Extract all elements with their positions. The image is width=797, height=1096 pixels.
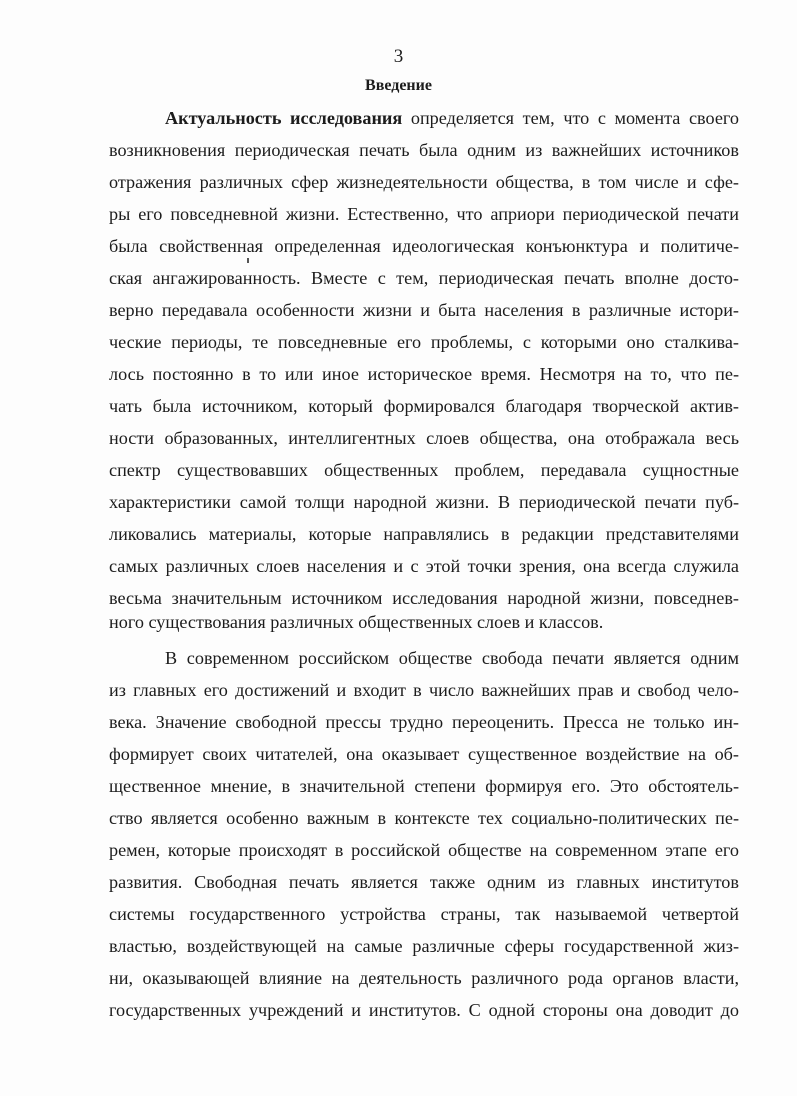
text-line: формирует своих читателей, она оказывает существенное воздействие на об- <box>109 744 739 764</box>
text-line: государственных учреждений и институтов. С одной стороны она доводит до <box>109 1000 739 1020</box>
text-line: была свойственная определенная идеологическая конъюнктура и политиче- <box>109 236 739 256</box>
text-line: развития. Свободная печать является также одним из главных институтов <box>109 872 739 892</box>
text-line: ни, оказывающей влияние на деятельность различного рода органов власти, <box>109 968 739 988</box>
text-line: Актуальность исследования определяется тем, что с момента своего <box>165 108 739 128</box>
bold-lead: Актуальность исследования <box>165 108 403 128</box>
text-line: ности образованных, интеллигентных слоев общества, она отображала весь <box>109 428 739 448</box>
text-line: самых различных слоев населения и с этой точки зрения, она всегда служила <box>109 556 739 576</box>
text-line: характеристики самой толщи народной жизни. В периодической печати пуб- <box>109 492 739 512</box>
text-line: ного существования различных общественных слоев и классов. <box>109 612 604 632</box>
text-line: ликовались материалы, которые направлялись в редакции представителями <box>109 524 739 544</box>
text-line: ская ангажированность. Вместе с тем, периодическая печать вполне досто- <box>109 268 739 288</box>
text-line: из главных его достижений и входит в число важнейших прав и свобод чело- <box>109 680 739 700</box>
text-line: В современном российском обществе свобода печати является одним <box>165 648 739 668</box>
text-line: чать была источником, который формировался благодаря творческой актив- <box>109 396 739 416</box>
text-line: ство является особенно важным в контексте тех социально-политических пе- <box>109 808 739 828</box>
text-line: отражения различных сфер жизнедеятельности общества, в том числе и сфе- <box>109 172 739 192</box>
text-line: возникновения периодическая печать была одним из важнейших источников <box>109 140 739 160</box>
page-number: 3 <box>393 46 404 67</box>
section-heading: Введение <box>365 77 432 94</box>
text-line: лось постоянно в то или иное историческое время. Несмотря на то, что пе- <box>109 364 739 384</box>
text-line: щественное мнение, в значительной степени формируя его. Это обстоятель- <box>109 776 739 796</box>
text-line: века. Значение свободной прессы трудно переоценить. Пресса не только ин- <box>109 712 739 732</box>
text-line: ремен, которые происходят в российской обществе на современном этапе его <box>109 840 739 860</box>
text-line: весьма значительным источником исследования народной жизни, повседнев- <box>109 588 739 608</box>
text-line: верно передавала особенности жизни и быта населения в различные истори- <box>109 300 739 320</box>
text-line: ческие периоды, те повседневные его проблемы, с которыми оно сталкива- <box>109 332 739 352</box>
scan-speck <box>247 258 249 263</box>
text-line: властью, воздействующей на самые различные сферы государственной жиз- <box>109 936 739 956</box>
text-line: ры его повседневной жизни. Естественно, что априори периодической печати <box>109 204 739 224</box>
text-line: системы государственного устройства страны, так называемой четвертой <box>109 904 739 924</box>
text-line: спектр существовавших общественных проблем, передавала сущностные <box>109 460 739 480</box>
